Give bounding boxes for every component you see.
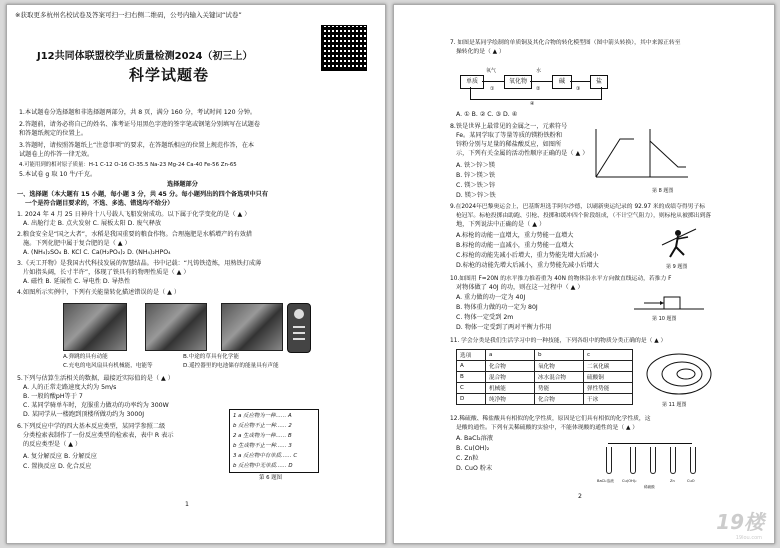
question-12: 12.稀硫酸、稀盐酸具有相似的化学性质，原因是它们具有相似的化学性质，这 [450,416,651,422]
table-cell: c [584,350,633,361]
figure-caption: 第 8 题图 [652,188,674,194]
question-6: 6.下列反应中学的四大基本反应类型，某同学参照二级 [17,423,166,430]
question-5: 5.下列与估算生活相关的数据，最接近实际值的是（ ▲ ） [17,375,174,382]
question-8: 8.铁是世界上最常见的金属之一，元素符号 [450,123,568,130]
question-9-option: C.标枪的动能先减小后增大，重力势能先增大后减小 [456,252,599,259]
question-11: 11. 学会分类是我们生活学习中的一种技能，下列各组中的物质分类正确的是（ ▲ ） [450,338,667,344]
q4-image-c [221,303,283,351]
question-4: 4.如图所示实例中，下列有关能量转化描述错误的是（ ▲ ） [17,289,181,296]
question-8-option: D. 镁＞锌＞铁 [456,192,496,199]
qr-code-icon [321,25,367,71]
question-8-option: C. 镁＞铁＞锌 [456,182,496,189]
question-10-option: A. 重力做的功一定为 40J [456,294,526,301]
table-cell: 机械能 [486,383,535,394]
question-10-option: C. 物体一定受到 2m [456,314,514,321]
q4-image-b [145,303,207,351]
section-intro: 一个是符合题目要求的，不选、多选、错选均不给分） [25,200,174,207]
question-7: 操转化的是（ ▲ ） [456,49,505,55]
table-cell: 硫酸铜 [584,372,633,383]
figure-caption: 第 11 题图 [662,402,687,408]
question-8: Fe。某同学取了等量等质的镁粉铁粉和 [456,132,563,139]
test-tube-icon [606,447,612,474]
instruction-line: 1.本试题卷分选择题和非选择题两部分，共 8 页，满分 160 分，考试时间 120 分钟。 [19,109,257,116]
table-cell: 纯净物 [486,394,535,405]
instruction-line: 2.答题前，请务必将自己的姓名、准考证号用黑色字迹的签字笔或钢笔分别填写在试题卷 [19,121,261,128]
table-cell: 混合物 [486,372,535,383]
table-cell: b [535,350,584,361]
question-9: 枪冠军。标枪投掷由助跑、引枪、投掷和缓冲四个阶段组成，（不计空气阻力），则标枪从被掷出到落 [456,213,712,219]
question-3: 3.《天工开物》是我国古代科技发展的智慧结晶。书中记载：“凡铸铁造炼，用熟铁打成薄 [17,260,262,267]
push-block-diagram [634,291,704,313]
question-6-options: C. 置换反应 D. 化合反应 [23,463,92,470]
figure-caption: 第 6 题图 [259,475,283,481]
question-8-option: A. 铁＞锌＞镁 [456,162,495,169]
question-9: 地，下列说法中正确的是（ ▲ ） [456,221,546,228]
table-row [457,394,633,405]
question-5-option: C. 某同学骑单车时，克服重力做功的功率约为 300W [23,402,169,409]
q4-option: A.弹跳的具有动能 [63,354,108,360]
question-12: 是酸的通性。下列有关稀硫酸的实验中，不能体现酸的通性的是（ ▲ ） [456,425,639,431]
arrow-icon [530,81,552,82]
question-5-option: B. 一般的酸pH等于 7 [23,393,83,400]
flow-box: 氧化物 [504,75,532,89]
javelin-thrower-icon [658,227,698,261]
question-2-options: A. (NH₄)₂SO₄ B. KCl C. Ca(H₂PO₄)₂ D. (NH₄)₂HPO₄ [23,249,171,256]
question-2: 施。下列化肥中属于复合肥的是（ ▲ ） [23,240,131,247]
exam-page-2: 7. 如图是某同学绘制的单质铜及其化合物的转化模型图（图中箭头转换），其中来源正转至 操转化的是（ ▲ ） 单质 氧化物 碱 盐 氧气 水 ① ② ③ ④ A. ① B. ② C. ③ D. ④ 8.铁是世界上最常见的金属之一，元素符号 Fe。某同学取了等量等质的镁粉铁粉和 锌粉分别与足量的稀盐酸反应，如图所 示，下列有关金属的活动性顺序正确的是（ ▲ ） A. 铁＞锌＞镁 B. 锌＞镁＞铁 C. 镁＞铁＞锌 D. 镁＞锌＞铁 第 8 题图 9.在2024年巴黎奥运会上，巴基斯坦选手阿尔沙德，以刷新奥运纪录的 92.97 米的成绩夺得男子标 枪冠军。标枪投掷由助跑、引枪、投掷和缓冲四个阶段组成，（不计空气阻力），则标枪从被掷出到落 地，下列说法中正确的是（ ▲ ） A.标枪的动能一直增大，重力势能一直增大 B.标枪的动能一直减小，重力势能一直增大 C.标枪的动能先减小后增大，重力势能先增大后减小 D.标枪的动能先增大后减小，重力势能先减小后增大 第 9 题图 10.如图用 F=20N 的水平推力推着重为 40N 的物体沿水平方向做直线运动，若推力 F 对物体做了 40J 的功，则在这一过程中（ ▲ ） A. 重力做的功一定为 40J B. 物体重力做的功一定为 80J C. 物体一定受到 2m D. 物体一定受到了两对平衡力作用 第 10 题图 11. 学会分类是我们生活学习中的一种技能，下列各组中的物质分类正确的是（ ▲ ） 选项 a b c A 化合物 氧化物 二氧化碳 B 混合物 冰水混合物 硫酸铜 C 机械能 势能 弹性势能 D 纯净物 化合物 干冰 第 11 题图 12.稀硫酸、稀盐酸具有相似的化学性质，原因是它们具有相似的化学性质，这 是酸的通性。下列有关稀硫酸的实验中，不能体现酸的通性的是（ ▲ ） A. BaCl₂溶液 B. Cu(OH)₂ C. Zn粒 D. CuO 粉末 BaCl₂溶液 Cu(OH)₂ 稀硫酸 Zn CuO 2 19楼 19lou.com [393,4,775,544]
question-1: 1. 2024 年 4 月 25 日神舟十八号载人飞船发射成功。以下属于化学变化的是（ ▲ ） [17,211,251,218]
question-7-options: A. ① B. ② C. ③ D. ④ [456,111,518,118]
page-number: 1 [185,501,189,508]
table-row [457,372,633,383]
question-2: 2.粮食安全是“国之大者”，水稻是我国重要的粮食作物。合理施肥是水稻增产的有效措 [17,231,253,238]
question-9: 9.在2024年巴黎奥运会上，巴基斯坦选手阿尔沙德，以刷新奥运纪录的 92.97 米的成绩夺得男子标 [450,204,706,210]
arrow-icon [482,81,504,82]
instruction-line: 4.可能用到的相对原子质量：H-1 C-12 O-16 Cl-35.5 Na-23 Mg-24 Ca-40 Fe-56 Zn-65 [19,162,237,168]
question-3-options: A. 磁性 B. 延展性 C. 导电性 D. 导热性 [23,278,131,285]
question-7: 7. 如图是某同学绘制的单质铜及其化合物的转化模型图（图中箭头转换），其中来源正转至 [450,40,681,46]
question-6: 分类检索表制作了一份反应类型的检索表，表中 R 表示 [23,432,174,439]
table-cell: B [457,372,486,383]
q4-option: D.遥控器里的电池储存的能量具有声能 [183,363,279,369]
question-9-option: D.标枪的动能先增大后减小，重力势能先减小后增大 [456,262,599,269]
table-cell: C [457,383,486,394]
nested-sets-diagram [644,349,714,399]
page-number: 2 [578,493,582,500]
question-10-option: B. 物体重力做的功一定为 80J [456,304,538,311]
question-12-option: B. Cu(OH)₂ [456,445,490,452]
instruction-line: 试题卷上的作答一律无效。 [19,151,94,158]
table-row [457,361,633,372]
table-cell: 弹性势能 [584,383,633,394]
question-8: 锌粉分别与足量的稀盐酸反应，如图所 [456,141,562,148]
question-10: 对物体做了 40J 的功，则在这一过程中（ ▲ ） [456,284,584,291]
figure-caption: 第 10 题图 [652,316,677,322]
section-title: 选择题部分 [167,181,198,188]
exam-title: J12共同体联盟校学业质量检测2024（初三上） [37,51,253,62]
table-cell: 氧化物 [535,361,584,372]
q4-image-a [63,303,127,351]
question-12-option: D. CuO 粉末 [456,465,493,472]
instruction-line: 3.答题时，请按照答题纸上“注意事项”的要求，在答题纸相应的位置上规范作答，在本 [19,142,255,149]
arrow-icon [570,81,590,82]
question-12-option: A. BaCl₂溶液 [456,435,493,442]
table-cell: 化合物 [486,361,535,372]
instruction-line: 5.本试卷 g 取 10 牛/千克。 [19,171,97,178]
table-cell: a [486,350,535,361]
question-8: 示，下列有关金属的活动性顺序正确的是（ ▲ ） [456,150,589,157]
flow-box: 盐 [590,75,608,89]
question-3: 片如指头阔，长寸半许”，体现了铁具有的物理性质是（ ▲ ） [23,269,190,276]
table-cell: 势能 [535,383,584,394]
question-8-option: B. 锌＞镁＞铁 [456,172,496,179]
question-10-option: D. 物体一定受到了两对平衡力作用 [456,324,552,331]
question-9-option: B.标枪的动能一直减小，重力势能一直增大 [456,242,574,249]
flow-box: 单质 [460,75,484,89]
question-5-option: D. 某同学从一楼跑到顶楼所做功约为 3000J [23,411,145,418]
table-cell: 化合物 [535,394,584,405]
figure-caption: 第 9 题图 [666,264,688,270]
classification-table [456,349,633,405]
instruction-line: 和答题纸规定的位置上。 [19,130,88,137]
question-1-options: A. 出舱行走 B. 点火发射 C. 展板太阳 D. 废气释放 [23,220,162,227]
reaction-graph [590,125,690,185]
header-note: ※获取更多杭州名校试卷及答案可扫一扫右侧二维码，公号内输入关键词“试卷” [15,11,242,19]
classification-key-table: 1 a 反应物为一种…… A b 反应物不止一种…… 2 2 a 生成物为一种…… B b 生成物不止一种…… 3 3 a 反应物中有单质…… C b 反应物中无单质…… D [229,409,319,473]
question-12-option: C. Zn粒 [456,455,479,462]
table-cell: D [457,394,486,405]
question-5-option: A. 人的正常走路速度大约为 5m/s [23,384,117,391]
q4-option: B.中途的草具有化学能 [183,354,239,360]
test-tube-icon [630,447,636,474]
section-intro: 一、选择题（本大题有 15 小题，每小题 3 分，共 45 分。每小题列出的四个备选项中只有 [17,191,269,198]
site-watermark-url: 19lou.com [735,535,762,541]
table-cell: 选项 [457,350,486,361]
table-cell: 冰水混合物 [535,372,584,383]
table-row [457,383,633,394]
test-tube-icon [670,447,676,474]
test-tube-icon [650,447,656,474]
flow-box: 碱 [552,75,572,89]
site-watermark: 19楼 [716,510,764,534]
question-6: 的反应类型是（ ▲ ） [23,441,82,448]
table-row [457,350,633,361]
q4-option: C.充电的电风扇具有机械能，电能等 [63,363,153,369]
table-cell: A [457,361,486,372]
table-cell: 二氧化碳 [584,361,633,372]
table-cell: 干冰 [584,394,633,405]
remote-control-icon [287,303,311,353]
question-9-option: A.标枪的动能一直增大，重力势能一直增大 [456,232,574,239]
question-10: 10.如图用 F=20N 的水平推力推着重为 40N 的物体沿水平方向做直线运动，若推力 F [450,276,672,282]
test-tube-icon [690,447,696,474]
exam-page-1 [6,4,386,544]
question-6-options: A. 复分解反应 B. 分解反应 [23,453,97,460]
subject-title: 科学试题卷 [129,66,210,84]
